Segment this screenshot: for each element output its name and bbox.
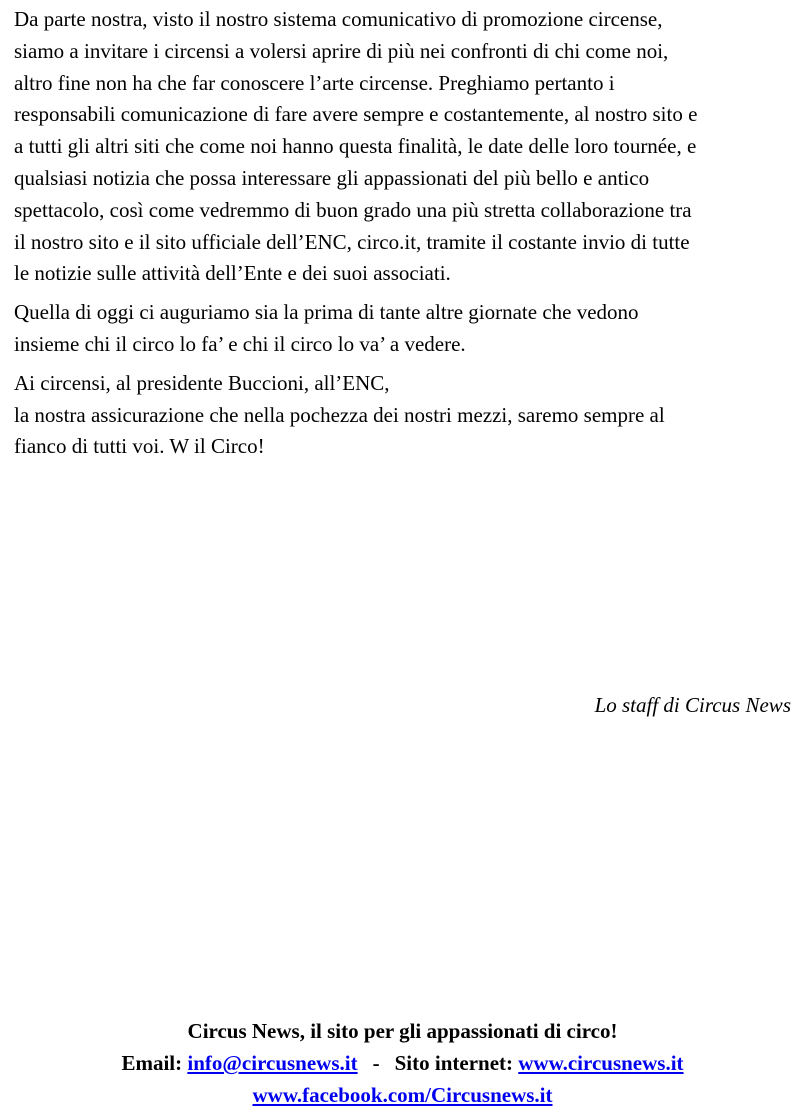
document-body [14, 4, 794, 463]
email-label: Email: [121, 1051, 183, 1075]
footer [0, 1015, 800, 1111]
body-paragraph: Quella di oggi ci auguriamo sia la prima di tante altre giornate che vedono insieme chi il circo lo fa’ e chi il circo lo va’ a vedere. [14, 300, 639, 356]
footer-contacts [0, 1047, 800, 1079]
footer-separator: - [372, 1051, 380, 1075]
body-paragraph: Ai circensi, al presidente Buccioni, all’ENC, la nostra assicurazione che nella pochezza dei nostri mezzi, saremo sempre al fianco di tutti voi. W il Circo! [14, 370, 665, 459]
email-link[interactable]: info@circusnews.it [187, 1051, 358, 1075]
facebook-link[interactable]: www.facebook.com/Circusnews.it [252, 1083, 553, 1107]
footer-tagline: Circus News, il sito per gli appassionati di circo! [187, 1019, 618, 1043]
site-label: Sito internet: [394, 1051, 514, 1075]
website-link[interactable]: www.circusnews.it [518, 1051, 684, 1075]
footer-facebook [0, 1079, 800, 1111]
body-paragraph: Da parte nostra, visto il nostro sistema comunicativo di promozione circense, siamo a invitare i circensi a volersi aprire di più nei confronti di chi come noi, altro fine non ha che far conoscere l’arte circense. Preghiamo pertanto i responsabili comunicazione di fare avere sempre e costantemente, al nostro sito e a tutti gli altri siti che come noi hanno questa finalità, le date delle loro tournée, e qualsiasi notizia che possa interessare gli appassionati del più bello e antico spettacolo, così come vedremmo di buon grado una più stretta collaborazione tra il nostro sito e il sito ufficiale dell’ENC, circo.it, tramite il costante invio di tutte le notizie sulle attività dell’Ente e dei suoi associati. [14, 7, 698, 286]
signature: Lo staff di Circus News [594, 693, 791, 717]
